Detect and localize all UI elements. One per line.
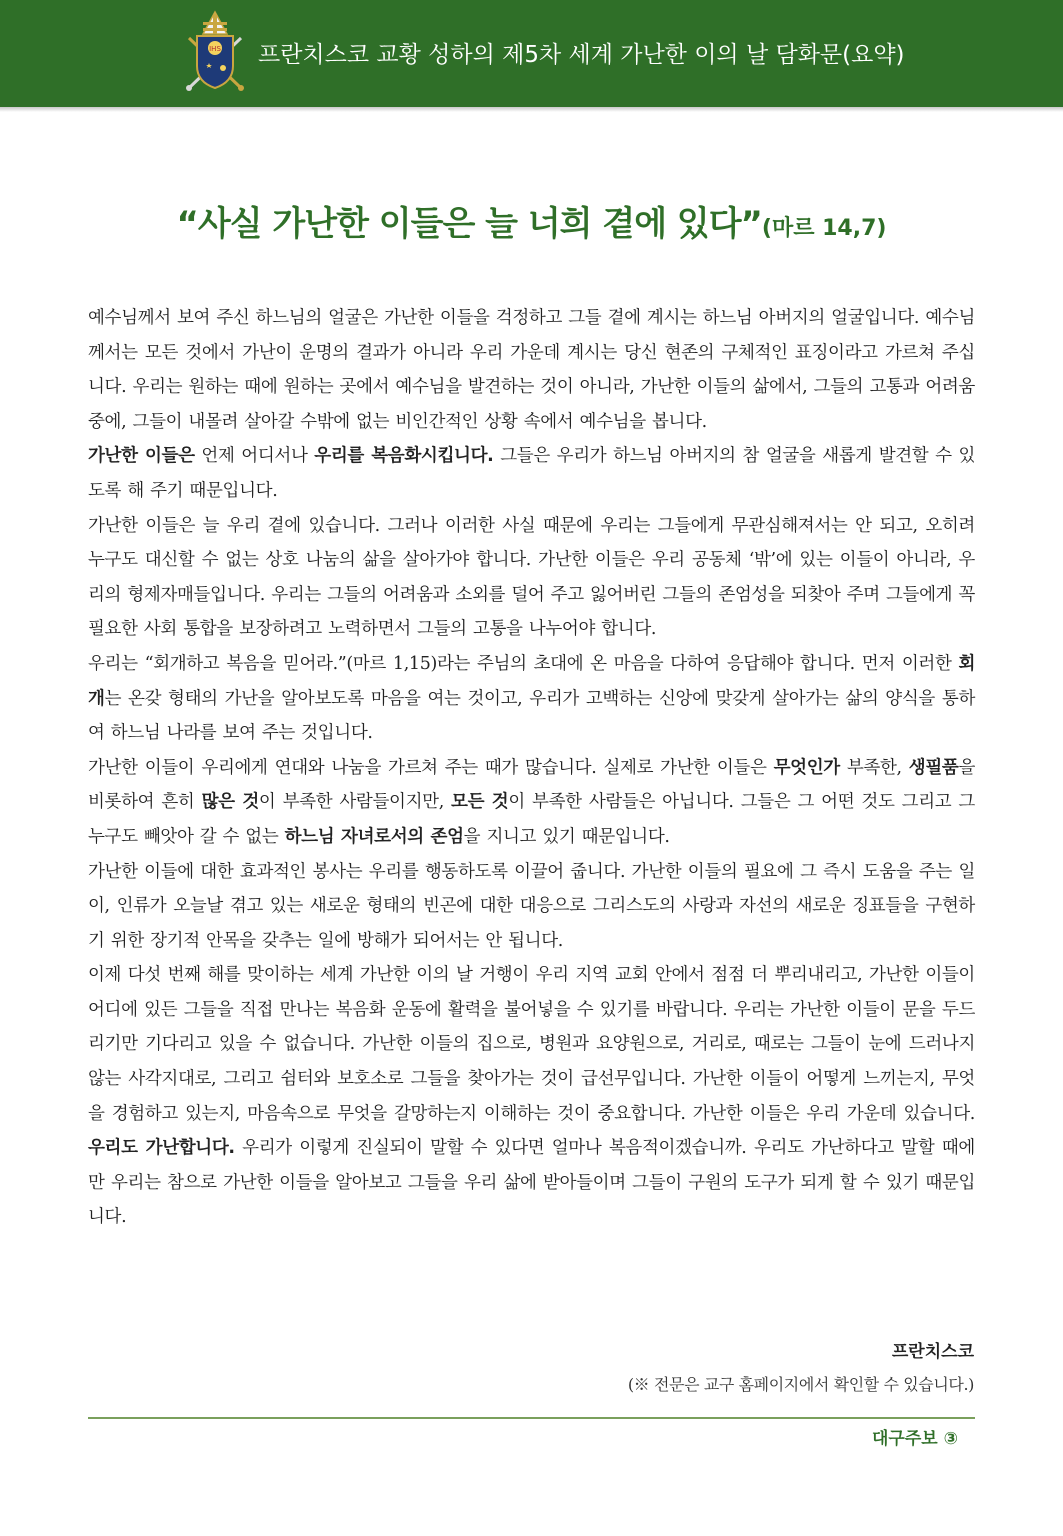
emphasis-text: 가난한 이들은 bbox=[88, 446, 195, 467]
header-title: 프란치스코 교황 성하의 제5차 세계 가난한 이의 날 담화문(요약) bbox=[258, 42, 905, 68]
emphasis-text: 많은 것 bbox=[201, 792, 259, 813]
footer-page-label: 대구주보 ③ bbox=[872, 1429, 958, 1449]
footnote: (※ 전문은 교구 홈페이지에서 확인할 수 있습니다.) bbox=[627, 1375, 974, 1394]
paragraph-text: 을 비롯하여 흔히 bbox=[88, 757, 975, 813]
paragraph-text: 이제 다섯 번째 해를 맞이하는 세계 가난한 이의 날 거행이 우리 지역 교회 안에서 점점 더 뿌리내리고, 가난한 이들이 어디에 있든 그들을 직접 만나는 복음화 운동에 활력을 불어넣을 수 있기를 바랍니다. 우리는 가난한 이들이 문을 두드리기만 기다리고 있을 수 없습니다. 가난한 이들의 집으로, 병원과 요양원으로, 거리로, 때로는 그들이 눈에 드러나지 않는 사각지대로, 그리고 쉼터와 보호소로 그들을 찾아가는 것이 급선무입니다. 가난한 이들이 어떻게 느끼는지, 무엇을 경험하고 있는지, 마음속으로 무엇을 갈망하는지 이해하는 것이 중요합니다. 가난한 이들은 우리 가운데 있습니다. bbox=[88, 965, 975, 1124]
paragraph bbox=[88, 958, 975, 1235]
body-text bbox=[88, 301, 975, 1235]
papal-coat-of-arms-icon bbox=[183, 8, 247, 92]
main-title-reference: (마르 14,7) bbox=[761, 216, 887, 241]
main-title-quote: “사실 가난한 이들은 늘 너희 곁에 있다” bbox=[176, 204, 762, 244]
paragraph-text: 가난한 이들이 우리에게 연대와 나눔을 가르쳐 주는 때가 많습니다. 실제로 가난한 이들은 bbox=[88, 757, 774, 778]
emphasis-text: 하느님 자녀로서의 존엄 bbox=[284, 826, 464, 847]
paragraph-text: 이 부족한 사람들은 아닙니다. 그들은 그 어떤 것도 그리고 그 누구도 빼앗아 갈 수 없는 bbox=[88, 792, 975, 847]
emphasis-text: 회개 bbox=[88, 653, 975, 709]
signature: 프란치스코 bbox=[891, 1342, 974, 1362]
emphasis-text: 무엇인가 bbox=[773, 757, 840, 778]
paragraph-text: 이 부족한 사람들이지만, bbox=[258, 792, 452, 813]
paragraph bbox=[88, 751, 975, 855]
paragraph-text: 는 온갖 형태의 가난을 알아보도록 마음을 여는 것이고, 우리가 고백하는 신앙에 맞갖게 살아가는 삶의 양식을 통하여 하느님 나라를 보여 주는 것입니다. bbox=[88, 688, 975, 744]
paragraph-text: 가난한 이들에 대한 효과적인 봉사는 우리를 행동하도록 이끌어 줍니다. 가난한 이들의 필요에 그 즉시 도움을 주는 일이, 인류가 오늘날 겪고 있는 새로운 형태의 빈곤에 대한 대응으로 그리스도의 사랑과 자선의 새로운 징표들을 구현하기 위한 장기적 안목을 갖추는 일에 방해가 되어서는 안 됩니다. bbox=[88, 861, 975, 951]
paragraph bbox=[88, 647, 975, 751]
emphasis-text: 우리를 복음화시킵니다. bbox=[314, 446, 494, 467]
paragraph-text: 언제 어디서나 bbox=[194, 446, 315, 467]
paragraph bbox=[88, 439, 975, 508]
paragraph bbox=[88, 301, 975, 439]
main-title bbox=[0, 196, 1063, 245]
emphasis-text: 모든 것 bbox=[451, 792, 509, 813]
paragraph-text: 우리는 “회개하고 복음을 믿어라.”(마르 1,15)라는 주님의 초대에 온 마음을 다하여 응답해야 합니다. 먼저 이러한 bbox=[88, 653, 959, 674]
emphasis-text: 우리도 가난합니다. bbox=[88, 1138, 235, 1159]
header-bar bbox=[0, 0, 1063, 107]
paragraph-text: 가난한 이들은 늘 우리 곁에 있습니다. 그러나 이러한 사실 때문에 우리는 그들에게 무관심해져서는 안 되고, 오히려 누구도 대신할 수 없는 상호 나눔의 삶을 살아가야 합니다. 가난한 이들은 우리 공동체 ‘밖’에 있는 이들이 아니라, 우리의 형제자매들입니다. 우리는 그들의 어려움과 소외를 덜어 주고 잃어버린 그들의 존엄성을 되찾아 주며 그들에게 꼭 필요한 사회 통합을 보장하려고 노력하면서 그들의 고통을 나누어야 합니다. bbox=[88, 515, 975, 640]
paragraph bbox=[88, 855, 975, 959]
paragraph bbox=[88, 509, 975, 647]
paragraph-text: 을 지니고 있기 때문입니다. bbox=[463, 826, 670, 847]
header-shadow bbox=[0, 107, 1063, 112]
paragraph-text: 부족한, bbox=[839, 757, 909, 778]
paragraph-text: 예수님께서 보여 주신 하느님의 얼굴은 가난한 이들을 걱정하고 그들 곁에 계시는 하느님 아버지의 얼굴입니다. 예수님께서는 모든 것에서 가난이 운명의 결과가 아니라 우리 가운데 계시는 당신 현존의 구체적인 표징이라고 가르쳐 주십니다. 우리는 원하는 때에 원하는 곳에서 예수님을 발견하는 것이 아니라, 가난한 이들의 삶에서, 그들의 고통과 어려움 중에, 그들이 내몰려 살아갈 수밖에 없는 비인간적인 상황 속에서 예수님을 봅니다. bbox=[88, 308, 975, 432]
paragraph-text: 우리가 이렇게 진실되이 말할 수 있다면 얼마나 복음적이겠습니까. 우리도 가난하다고 말할 때에만 우리는 참으로 가난한 이들을 알아보고 그들을 우리 삶에 받아들이며 그들이 구원의 도구가 되게 할 수 있기 때문입니다. bbox=[88, 1138, 975, 1228]
svg-text:IHS: IHS bbox=[209, 45, 221, 53]
emphasis-text: 생필품 bbox=[908, 757, 959, 778]
footer-divider bbox=[88, 1417, 975, 1419]
paragraph-text: 그들은 우리가 하느님 아버지의 참 얼굴을 새롭게 발견할 수 있도록 해 주기 때문입니다. bbox=[88, 446, 976, 501]
